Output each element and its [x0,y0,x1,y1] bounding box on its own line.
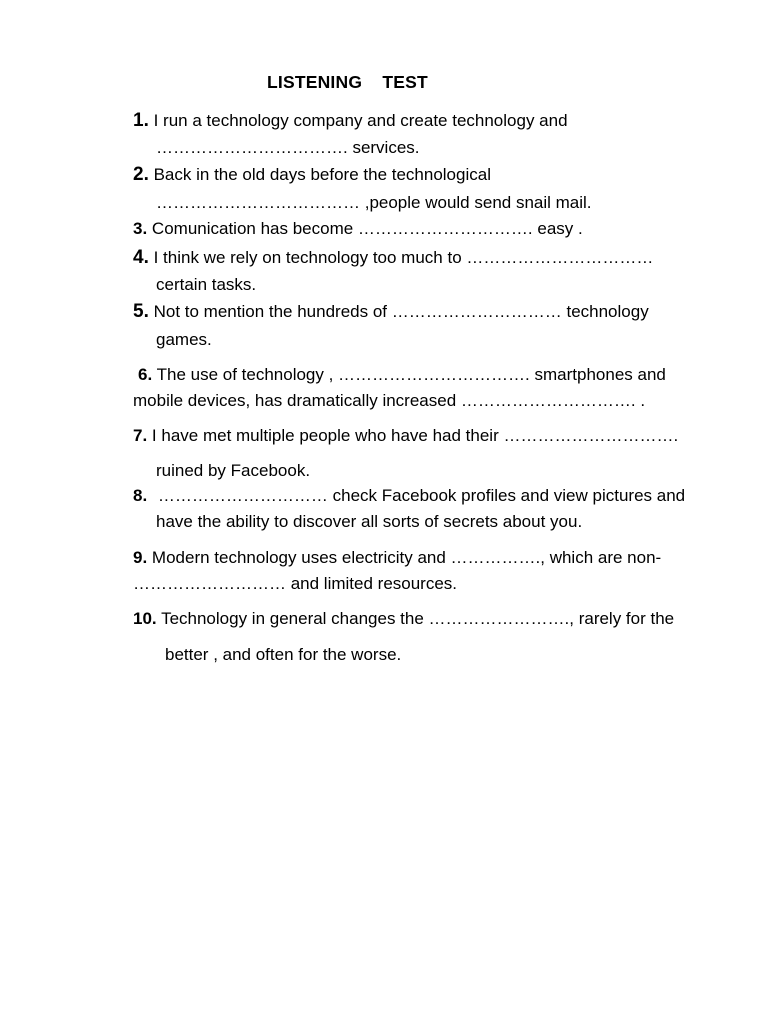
question-text: ……………………… and limited resources. [133,574,458,593]
question-1-continuation [156,138,420,158]
question-number: 4. [133,247,149,268]
question-text: certain tasks. [156,275,257,294]
question-8 [133,486,685,506]
question-2 [133,165,491,185]
question-1 [133,111,568,131]
question-7 [133,426,678,446]
question-number: 6. [138,365,153,384]
question-text: better , and often for the worse. [165,645,402,664]
question-9-continuation [133,574,457,594]
question-text: ruined by Facebook. [156,461,311,480]
question-text: I run a technology company and create technology and [153,111,568,130]
question-text: have the ability to discover all sorts of secrets about you. [156,512,583,531]
question-number: 8. [133,486,148,505]
page-title: LISTENING TEST [267,72,428,92]
question-text: I think we rely on technology too much to …………………………… [153,248,654,267]
question-text: ……………………………. services. [156,138,420,157]
question-text: The use of technology , ……………………………. smartphones and [156,365,666,384]
question-text: mobile devices, has dramatically increased …………………………. . [133,391,646,410]
question-5 [133,302,649,322]
question-4-continuation [156,275,256,295]
question-number: 2. [133,164,149,185]
question-10-continuation [165,645,401,665]
question-3 [133,219,583,239]
question-text: I have met multiple people who have had their …………………………. [151,426,679,445]
question-number: 7. [133,426,148,445]
question-text: Not to mention the hundreds of ………………………… technology [153,302,649,321]
question-text: games. [156,330,212,349]
question-9 [133,548,661,568]
question-6-continuation [133,391,645,411]
question-number: 5. [133,301,149,322]
question-number: 10. [133,609,157,628]
question-text: Technology in general changes the ……………………., rarely for the [161,609,675,628]
question-text: Back in the old days before the technological [153,165,491,184]
question-5-continuation [156,330,212,350]
question-text: Comunication has become …………………………. easy . [151,219,583,238]
question-8-continuation [156,512,582,532]
question-text: ……………………………… ,people would send snail mail. [156,193,592,212]
question-number: 9. [133,548,148,567]
question-number: 3. [133,219,148,238]
question-10 [133,609,674,629]
question-text: Modern technology uses electricity and ……………., which are non- [151,548,662,567]
question-2-continuation [156,193,592,213]
question-number: 1. [133,110,149,131]
question-text: ………………………… check Facebook profiles and view pictures and [157,486,686,505]
question-6 [138,365,666,385]
question-7-continuation [156,461,310,481]
question-4 [133,248,653,268]
